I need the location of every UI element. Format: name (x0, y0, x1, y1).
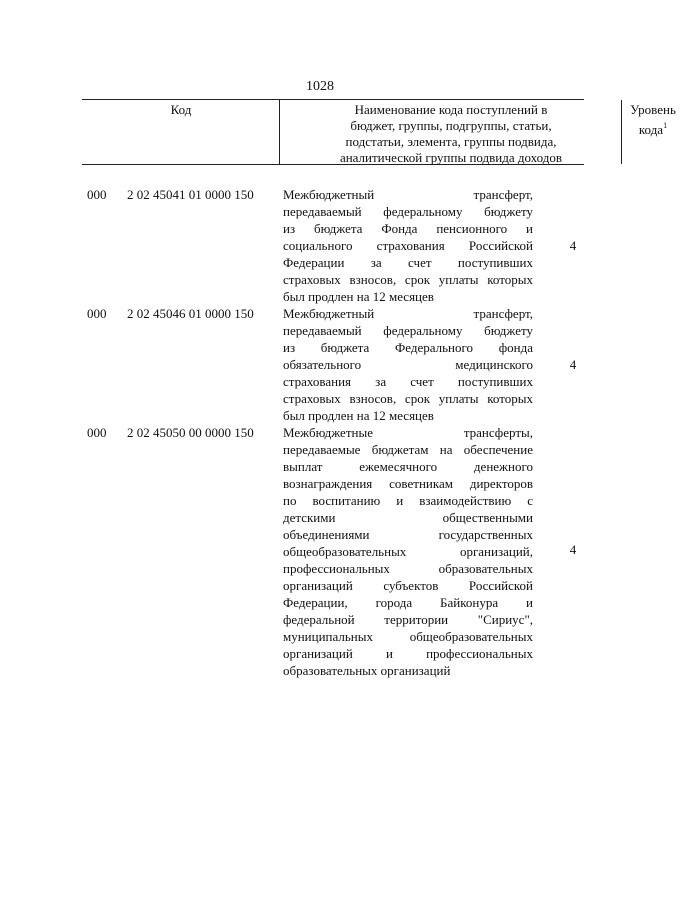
header-name-line: Наименование кода поступлений в (354, 102, 548, 117)
name-line: был продлен на 12 месяцев (283, 408, 434, 423)
income-name (283, 305, 533, 424)
name-line: детскими общественными (283, 510, 533, 525)
name-line: из бюджета Федерального фонда (283, 340, 533, 355)
name-line: Межбюджетный трансферт, (283, 306, 533, 321)
name-line: организаций субъектов Российской (283, 578, 533, 593)
income-code: 2 02 45050 00 0000 150 (127, 425, 254, 440)
header-name-column (280, 100, 622, 164)
header-name-line: аналитической группы подвида доходов (339, 150, 563, 165)
name-line: профессиональных образовательных (283, 561, 533, 576)
header-code: Код (170, 102, 192, 117)
name-line: передаваемые бюджетам на обеспечение (283, 442, 533, 457)
name-line: муниципальных общеобразовательных (283, 629, 533, 644)
name-line: обязательного медицинского (283, 357, 533, 372)
name-line: был продлен на 12 месяцев (283, 289, 434, 304)
admin-code: 000 (87, 187, 107, 202)
income-level: 4 (569, 357, 577, 372)
name-line: передаваемый федеральному бюджету (283, 204, 533, 219)
name-line: объединениями государственных (283, 527, 533, 542)
header-name (280, 102, 622, 166)
header-name-line: бюджет, группы, подгруппы, статьи, (350, 118, 552, 133)
table-header (82, 99, 676, 165)
name-line: Федерации за счет поступивших (283, 255, 533, 270)
header-level-line: Уровень (630, 102, 676, 117)
name-line: федеральной территории "Сириус", (283, 612, 533, 627)
name-line: выплат ежемесячного денежного (283, 459, 533, 474)
name-line: организаций и профессиональных (283, 646, 533, 661)
admin-code: 000 (87, 306, 107, 321)
income-code: 2 02 45041 01 0000 150 (127, 187, 254, 202)
name-line: из бюджета Фонда пенсионного и (283, 221, 533, 236)
name-line: Межбюджетные трансферты, (283, 425, 533, 440)
income-level: 4 (569, 542, 577, 557)
footnote-marker: 1 (663, 121, 668, 130)
header-level (622, 102, 684, 138)
name-line: Федерации, города Байконура и (283, 595, 533, 610)
header-level-word: кода (638, 122, 664, 137)
name-line: по воспитанию и взаимодействию с (283, 493, 533, 508)
income-name (283, 186, 533, 305)
name-line: страхования за счет поступивших (283, 374, 533, 389)
name-line: страховых взносов, срок уплаты которых (283, 391, 533, 406)
name-line: общеобразовательных организаций, (283, 544, 533, 559)
name-line: страховых взносов, срок уплаты которых (283, 272, 533, 287)
header-name-line: подстатьи, элемента, группы подвида, (345, 134, 557, 149)
name-line: передаваемый федеральному бюджету (283, 323, 533, 338)
income-name (283, 424, 533, 679)
page-number: 1028 (306, 79, 334, 94)
name-line: вознаграждения советникам директоров (283, 476, 533, 491)
income-level: 4 (569, 238, 577, 253)
income-code: 2 02 45046 01 0000 150 (127, 306, 254, 321)
name-line: образовательных организаций (283, 663, 451, 678)
admin-code: 000 (87, 425, 107, 440)
header-level-column (622, 100, 684, 164)
name-line: Межбюджетный трансферт, (283, 187, 533, 202)
header-level-line (622, 118, 684, 138)
header-code-column (82, 100, 280, 164)
name-line: социального страхования Российской (283, 238, 533, 253)
